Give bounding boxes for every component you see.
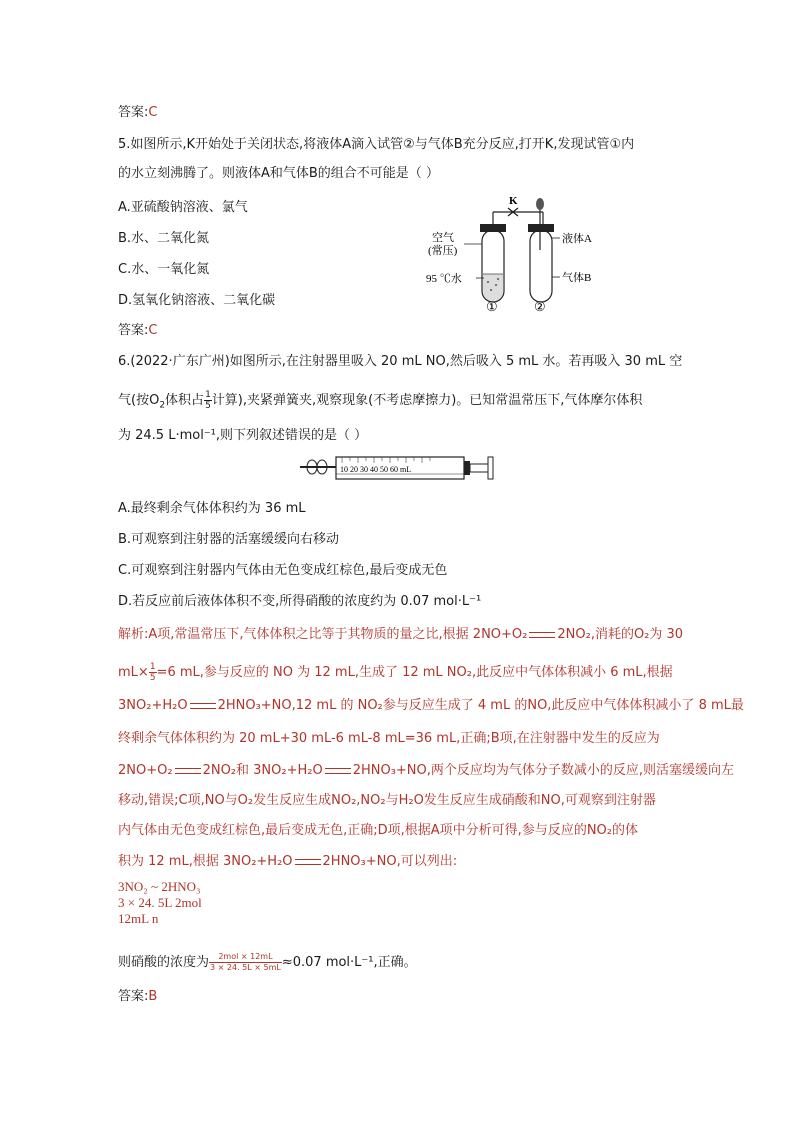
concentration-fraction: $\frac{\text{2mol × 12mL}}{3 \times 24. 5L \times 5mL}$ xyxy=(210,952,281,972)
analysis-line5: 2NO+O₂ 2NO₂和 3NO₂+H₂O 2HNO₃+NO,两个反应均为气体分子数减小的反应,则活塞缓缓向左 xyxy=(118,763,735,778)
fraction-one-fifth: $\frac{1}{5}$ xyxy=(149,662,156,683)
q5-option-a: A.亚硫酸钠溶液、氯气 xyxy=(118,200,248,215)
tube-2-label: ② xyxy=(534,299,546,314)
dropper-bulb xyxy=(536,198,544,210)
q5-stem-line2: 的水立刻沸腾了。则液体A和气体B的组合不可能是（ ） xyxy=(118,166,439,181)
q5-option-b: B.水、二氧化氮 xyxy=(118,231,210,246)
air-label: 空气 xyxy=(432,232,454,244)
stopper-1 xyxy=(480,224,506,232)
air-pressure-label: (常压) xyxy=(428,245,458,257)
liquid-a-label: 液体A xyxy=(562,233,592,245)
q6-stem-line3: 为 24.5 L·mol⁻¹,则下列叙述错误的是（ ） xyxy=(118,428,368,443)
q6-stem-line1: 6.(2022·广东广州)如图所示,在注射器里吸入 20 mL NO,然后吸入 5 mL 水。若再吸入 30 mL 空 xyxy=(118,354,683,369)
q6-stem-line2: 气(按$O_2$体积占 $\frac{1}{5}$ 计算),夹紧弹簧夹,观察现象(不考虑摩擦力)。已知常温常压下,气体摩尔体积 xyxy=(118,390,643,411)
analysis-line6: 移动,错误;C项,NO与O₂发生反应生成NO₂,NO₂与H₂O发生反应生成硝酸和NO,可观察到注射器 xyxy=(118,793,656,808)
analysis-line4: 终剩余气体体积约为 20 mL+30 mL-6 mL-8 mL=36 mL,正确;B项,在注射器中发生的反应为 xyxy=(118,731,660,746)
k-label: K xyxy=(509,195,518,207)
q6-option-b: B.可观察到注射器的活塞缓缓向右移动 xyxy=(118,532,340,547)
equals-sign xyxy=(529,632,555,638)
gas-b-label: 气体B xyxy=(562,272,592,284)
analysis-line1: 解析:A项,常温常压下,气体体积之比等于其物质的量之比,根据 2NO+O₂ 2NO₂,消耗的O₂为 30 xyxy=(118,627,684,642)
calc-line2: 3 × 24. 5L 2mol xyxy=(118,895,202,910)
answer-q6: 答案:B xyxy=(118,989,158,1004)
analysis-line8: 积为 12 mL,根据 3NO₂+H₂O 2HNO₃+NO,可以列出: xyxy=(118,854,458,869)
analysis-line2: mL× $\frac{1}{5}$ =6 mL,参与反应的 NO 为 12 mL,生成了 12 mL NO₂,此反应中气体体积减小 6 mL,根据 xyxy=(118,662,673,683)
test-tube-2 xyxy=(530,230,552,302)
fraction-one-fifth: $\frac{1}{5}$ xyxy=(205,390,211,411)
q6-option-d: D.若反应前后液体体积不变,所得硝酸的浓度约为 0.07 mol·L⁻¹ xyxy=(118,594,482,609)
water-label: 95 ℃水 xyxy=(426,273,462,285)
q5-option-c: C.水、一氧化氮 xyxy=(118,262,210,277)
tube-1-label: ① xyxy=(486,299,498,314)
syringe-scale: 10 20 30 40 50 60 mL xyxy=(340,465,412,474)
syringe-figure xyxy=(298,452,498,488)
analysis-line7: 内气体由无色变成红棕色,最后变成无色,正确;D项,根据A项中分析可得,参与反应的NO₂的体 xyxy=(118,823,638,838)
concentration-line: 则硝酸的浓度为 $\frac{\text{2mol × 12mL}}{3 \times 24. 5L \times 5mL}$ ≈0.07 mol·L⁻¹,正确。 xyxy=(118,952,417,972)
q6-option-c: C.可观察到注射器内气体由无色变成红棕色,最后变成无色 xyxy=(118,563,448,578)
q5-option-d: D.氢氧化钠溶液、二氧化碳 xyxy=(118,293,276,308)
analysis-line3: 3NO₂+H₂O 2HNO₃+NO,12 mL 的 NO₂参与反应生成了 4 mL 的NO,此反应中气体体积减小了 8 mL最 xyxy=(118,698,744,713)
answer-q5: 答案:C xyxy=(118,323,158,338)
calc-line1: 3NO₂ ~ 2HNO₃ xyxy=(118,879,201,894)
stopper-2 xyxy=(528,224,554,232)
q5-stem-line1: 5.如图所示,K开始处于关闭状态,将液体A滴入试管②与气体B充分反应,打开K,发现试管①内 xyxy=(118,137,635,152)
q6-option-a: A.最终剩余气体体积约为 36 mL xyxy=(118,501,306,516)
answer-q4: 答案:C xyxy=(118,105,158,120)
syringe-plunger xyxy=(464,461,470,475)
q5-apparatus-figure xyxy=(418,190,618,315)
calc-line3: 12mL n xyxy=(118,911,159,926)
